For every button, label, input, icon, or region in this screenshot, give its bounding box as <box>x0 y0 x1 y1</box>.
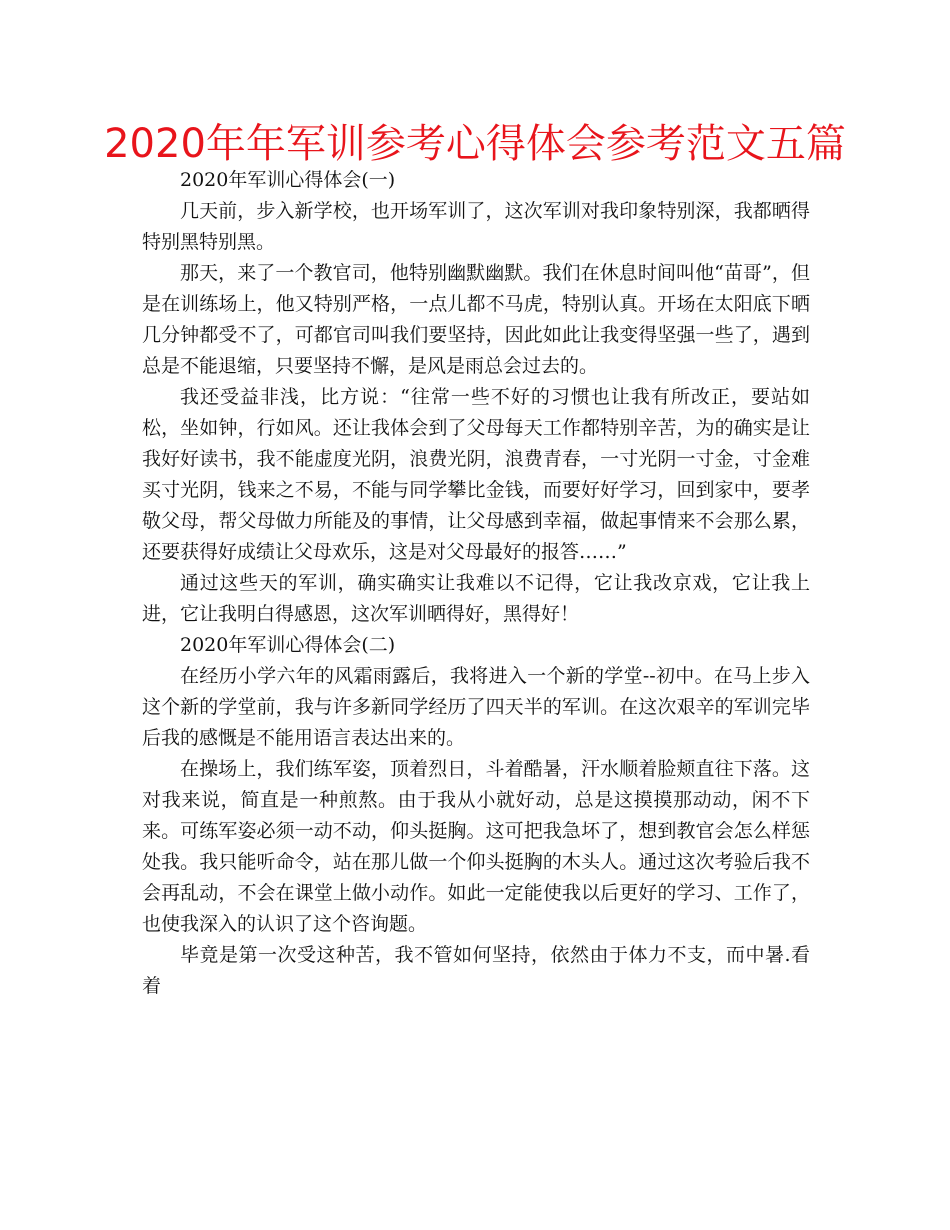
paragraph: 通过这些天的军训，确实确实让我难以不记得，它让我改京戏，它让我上进，它让我明白得感恩，这次军训晒得好，黑得好！ <box>142 572 810 625</box>
paragraph: 我还受益非浅，比方说：“往常一些不好的习惯也让我有所改正，要站如松，坐如钟，行如风。还让我体会到了父母每天工作都特别辛苦，为的确实是让我好好读书，我不能虚度光阴，浪费光阴，浪费青春，一寸光阴一寸金，寸金难买寸光阴，钱来之不易，不能与同学攀比金钱，而要好好学习，回到家中，要孝敬父母，帮父母做力所能及的事情，让父母感到幸福，做起事情来不会那么累，还要获得好成绩让父母欢乐，这是对父母最好的报答……” <box>142 386 810 563</box>
paragraph: 毕竟是第一次受这种苦，我不管如何坚持，依然由于体力不支，而中暑.看着 <box>142 944 810 997</box>
section-heading: 2020年军训心得体会(二) <box>180 634 396 656</box>
document-title: 2020年年军训参考心得体会参考范文五篇 <box>104 121 846 167</box>
paragraph: 那天，来了一个教官司，他特别幽默幽默。我们在休息时间叫他“苗哥”，但是在训练场上，他又特别严格，一点儿都不马虎，特别认真。开场在太阳底下晒几分钟都受不了，可都官司叫我们要坚持，因此如此让我变得坚强一些了，遇到总是不能退缩，只要坚持不懈，是风是雨总会过去的。 <box>142 262 810 377</box>
paragraph: 在经历小学六年的风霜雨露后，我将进入一个新的学堂--初中。在马上步入这个新的学堂前，我与许多新同学经历了四天半的军训。在这次艰辛的军训完毕后我的感慨是不能用语言表达出来的。 <box>142 665 810 749</box>
document-body <box>142 165 810 1002</box>
section-heading: 2020年军训心得体会(一) <box>180 169 396 191</box>
paragraph: 在操场上，我们练军姿，顶着烈日，斗着酷暑，汗水顺着脸颊直往下落。这对我来说，简直是一种煎熬。由于我从小就好动，总是这摸摸那动动，闲不下来。可练军姿必须一动不动，仰头挺胸。这可把我急坏了，想到教官会怎么样惩处我。我只能听命令，站在那儿做一个仰头挺胸的木头人。通过这次考验后我不会再乱动，不会在课堂上做小动作。如此一定能使我以后更好的学习、工作了，也使我深入的认识了这个咨询题。 <box>142 758 810 935</box>
paragraph: 几天前，步入新学校，也开场军训了，这次军训对我印象特别深，我都晒得特别黑特别黑。 <box>142 200 810 253</box>
